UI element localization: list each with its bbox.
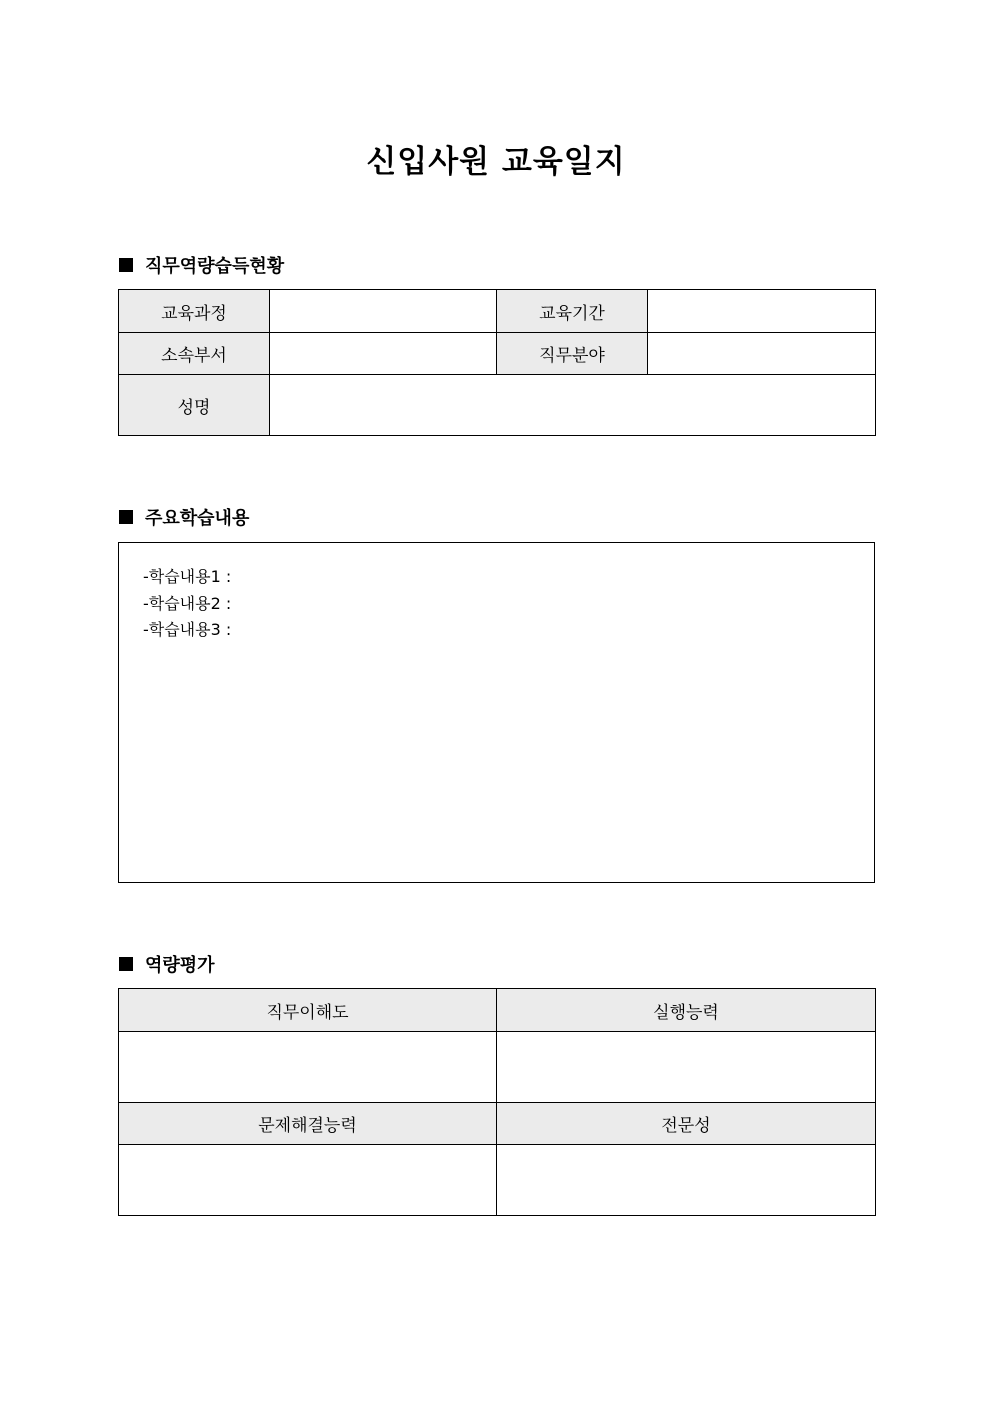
period-field[interactable] bbox=[648, 290, 876, 333]
problem-solving-label: 문제해결능력 bbox=[119, 1103, 497, 1145]
black-square-icon bbox=[119, 258, 133, 272]
execution-label: 실행능력 bbox=[497, 989, 876, 1032]
table-row bbox=[119, 290, 876, 333]
job-understanding-field[interactable] bbox=[119, 1032, 497, 1103]
course-field[interactable] bbox=[270, 290, 497, 333]
table-row bbox=[119, 1145, 876, 1216]
execution-field[interactable] bbox=[497, 1032, 876, 1103]
expertise-label: 전문성 bbox=[497, 1103, 876, 1145]
section-heading-label: 역량평가 bbox=[145, 955, 215, 976]
table-row bbox=[119, 989, 876, 1032]
expertise-field[interactable] bbox=[497, 1145, 876, 1216]
job-understanding-label: 직무이해도 bbox=[119, 989, 497, 1032]
field-label: 직무분야 bbox=[497, 333, 648, 375]
learning-line-1: -학습내용1 : bbox=[143, 567, 232, 586]
learning-line-2: -학습내용2 : bbox=[143, 593, 232, 613]
learning-content-box[interactable] bbox=[118, 542, 875, 883]
section-heading-label: 직무역량습득현황 bbox=[145, 256, 285, 277]
section-heading-competency bbox=[119, 253, 284, 277]
section-heading-evaluation bbox=[119, 952, 215, 976]
period-label: 교육기간 bbox=[497, 290, 648, 333]
learning-line-3: -학습내용3 : bbox=[143, 620, 232, 639]
department-label: 소속부서 bbox=[119, 333, 270, 375]
page-title: 신입사원 교육일지 bbox=[366, 144, 626, 180]
table-row bbox=[119, 375, 876, 436]
black-square-icon bbox=[119, 510, 133, 524]
name-field[interactable] bbox=[270, 375, 876, 436]
competency-table bbox=[118, 289, 876, 436]
course-label: 교육과정 bbox=[119, 290, 270, 333]
job-field-field[interactable] bbox=[648, 333, 876, 375]
section-heading-learning bbox=[119, 505, 249, 529]
section-heading-label: 주요학습내용 bbox=[145, 508, 250, 529]
table-row bbox=[119, 1103, 876, 1145]
department-field[interactable] bbox=[270, 333, 497, 375]
learning-content-lines bbox=[143, 564, 231, 644]
black-square-icon bbox=[119, 957, 133, 971]
table-row bbox=[119, 333, 876, 375]
problem-solving-field[interactable] bbox=[119, 1145, 497, 1216]
table-row bbox=[119, 1032, 876, 1103]
name-label: 성명 bbox=[119, 375, 270, 436]
evaluation-table bbox=[118, 988, 876, 1216]
